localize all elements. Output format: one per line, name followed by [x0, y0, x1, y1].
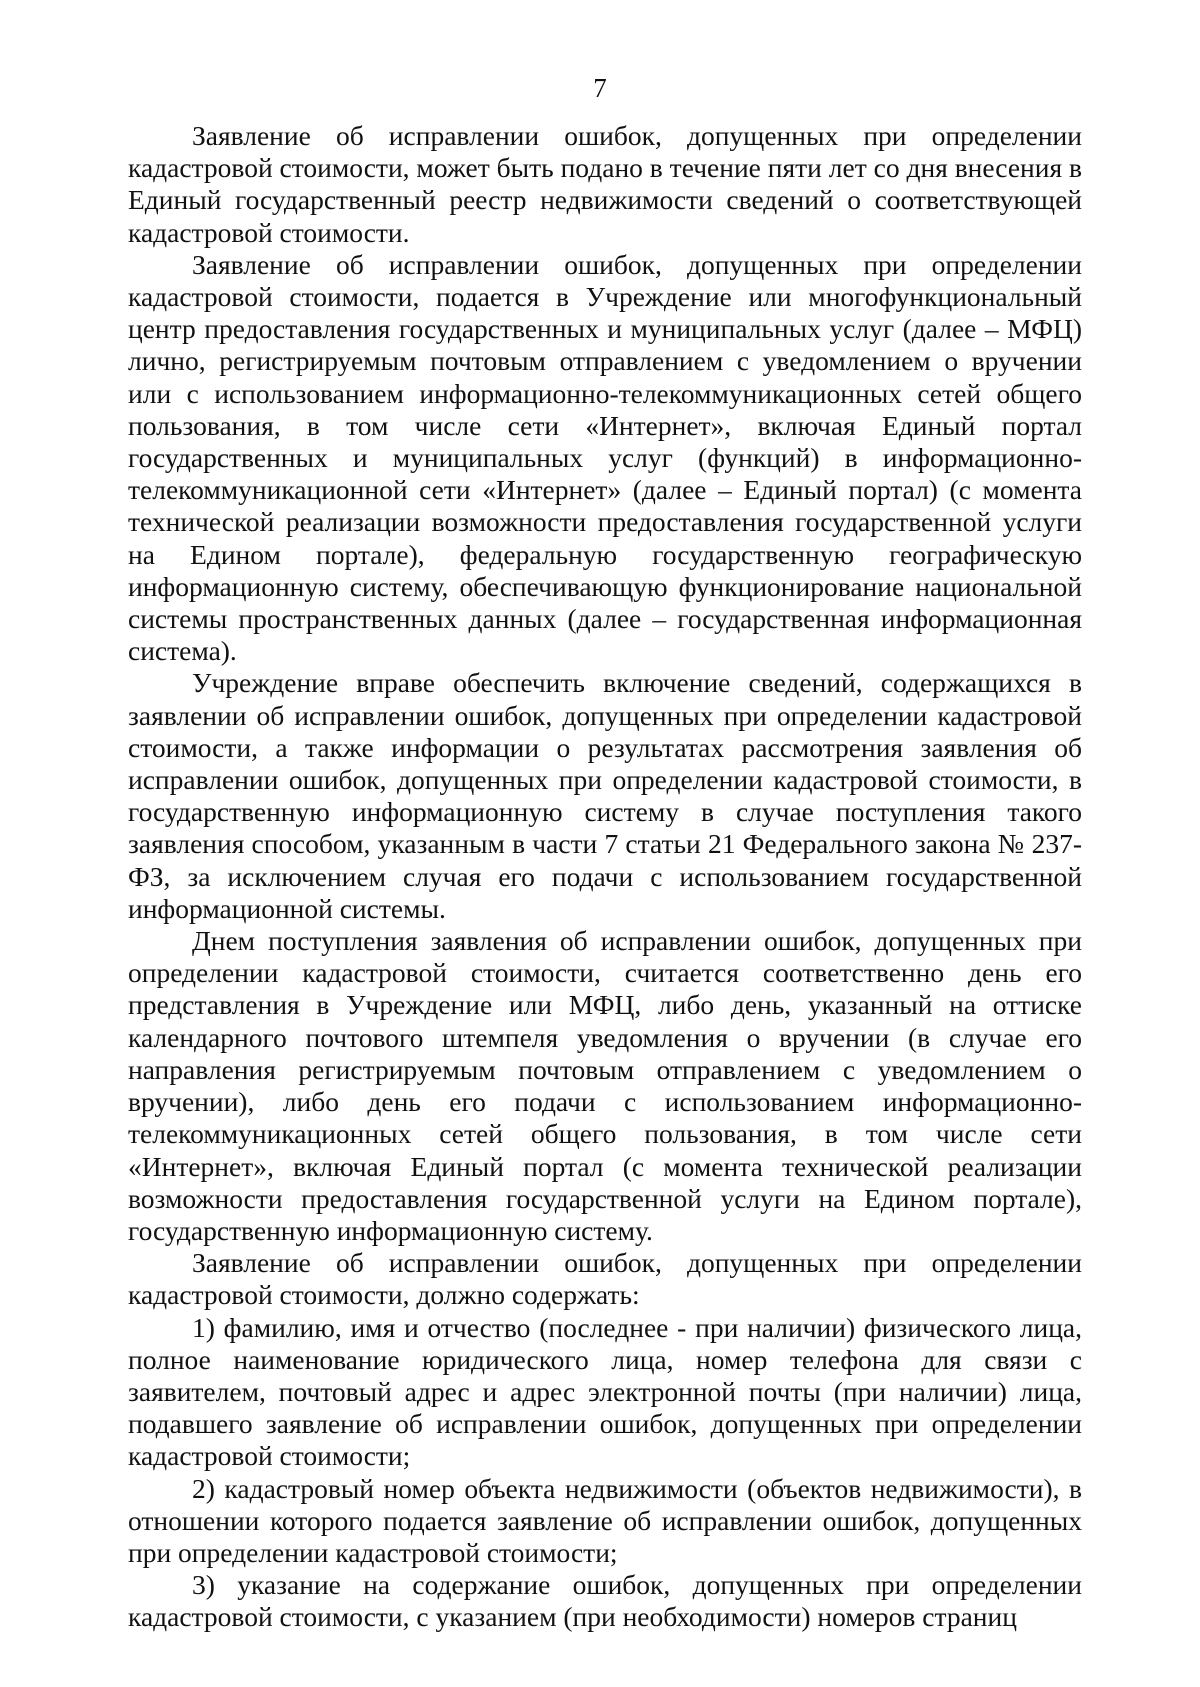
document-body [128, 120, 1082, 1634]
list-item-cadastral-number: 2) кадастровый номер объекта недвижимости (объектов недвижимости), в отношении которого подается заявление об исправлении ошибок, допущенных при определении кадастровой стоимости; [128, 1472, 1082, 1568]
paragraph-information-system: Учреждение вправе обеспечить включение сведений, содержащихся в заявлении об исправлении ошибок, допущенных при определении кадастровой стоимости, а также информации о результатах рассмотрения заявления об исправлении ошибок, допущенных при определении кадастровой стоимости, в государственную информационную систему в случае поступления такого заявления способом, указанным в части 7 статьи 21 Федерального закона № 237-ФЗ, за исключением случая его подачи с использованием государственной информационной системы. [128, 667, 1082, 924]
paragraph-submission-methods: Заявление об исправлении ошибок, допущенных при определении кадастровой стоимости, подается в Учреждение или многофункциональный центр предоставления государственных и муниципальных услуг (далее – МФЦ) лично, регистрируемым почтовым отправлением с уведомлением о вручении или с использованием информационно-телекоммуникационных сетей общего пользования, в том числе сети «Интернет», включая Единый портал государственных и муниципальных услуг (функций) в информационно-телекоммуникационной сети «Интернет» (далее – Единый портал) (с момента технической реализации возможности предоставления государственной услуги на Едином портале), федеральную государственную географическую информационную систему, обеспечивающую функционирование национальной системы пространственных данных (далее – государственная информационная система). [128, 248, 1082, 667]
list-item-applicant-details: 1) фамилию, имя и отчество (последнее - при наличии) физического лица, полное наименование юридического лица, номер телефона для связи с заявителем, почтовый адрес и адрес электронной почты (при наличии) лица, подавшего заявление об исправлении ошибок, допущенных при определении кадастровой стоимости; [128, 1311, 1082, 1472]
page-number: 7 [593, 73, 607, 103]
paragraph-receipt-date: Днем поступления заявления об исправлении ошибок, допущенных при определении кадастровой стоимости, считается соответственно день его представления в Учреждение или МФЦ, либо день, указанный на оттиске календарного почтового штемпеля уведомления о вручении (в случае его направления регистрируемым почтовым отправлением с уведомлением о вручении), либо день его подачи с использованием информационно-телекоммуникационных сетей общего пользования, в том числе сети «Интернет», включая Единый портал (с момента технической реализации возможности предоставления государственной услуги на Едином портале), государственную информационную систему. [128, 925, 1082, 1246]
paragraph-filing-deadline: Заявление об исправлении ошибок, допущенных при определении кадастровой стоимости, может быть подано в течение пяти лет со дня внесения в Единый государственный реестр недвижимости сведений о соответствующей кадастровой стоимости. [128, 120, 1082, 248]
list-item-error-description: 3) указание на содержание ошибок, допущенных при определении кадастровой стоимости, с указанием (при необходимости) номеров страниц [128, 1569, 1082, 1633]
paragraph-required-contents: Заявление об исправлении ошибок, допущенных при определении кадастровой стоимости, должно содержать: [128, 1247, 1082, 1311]
